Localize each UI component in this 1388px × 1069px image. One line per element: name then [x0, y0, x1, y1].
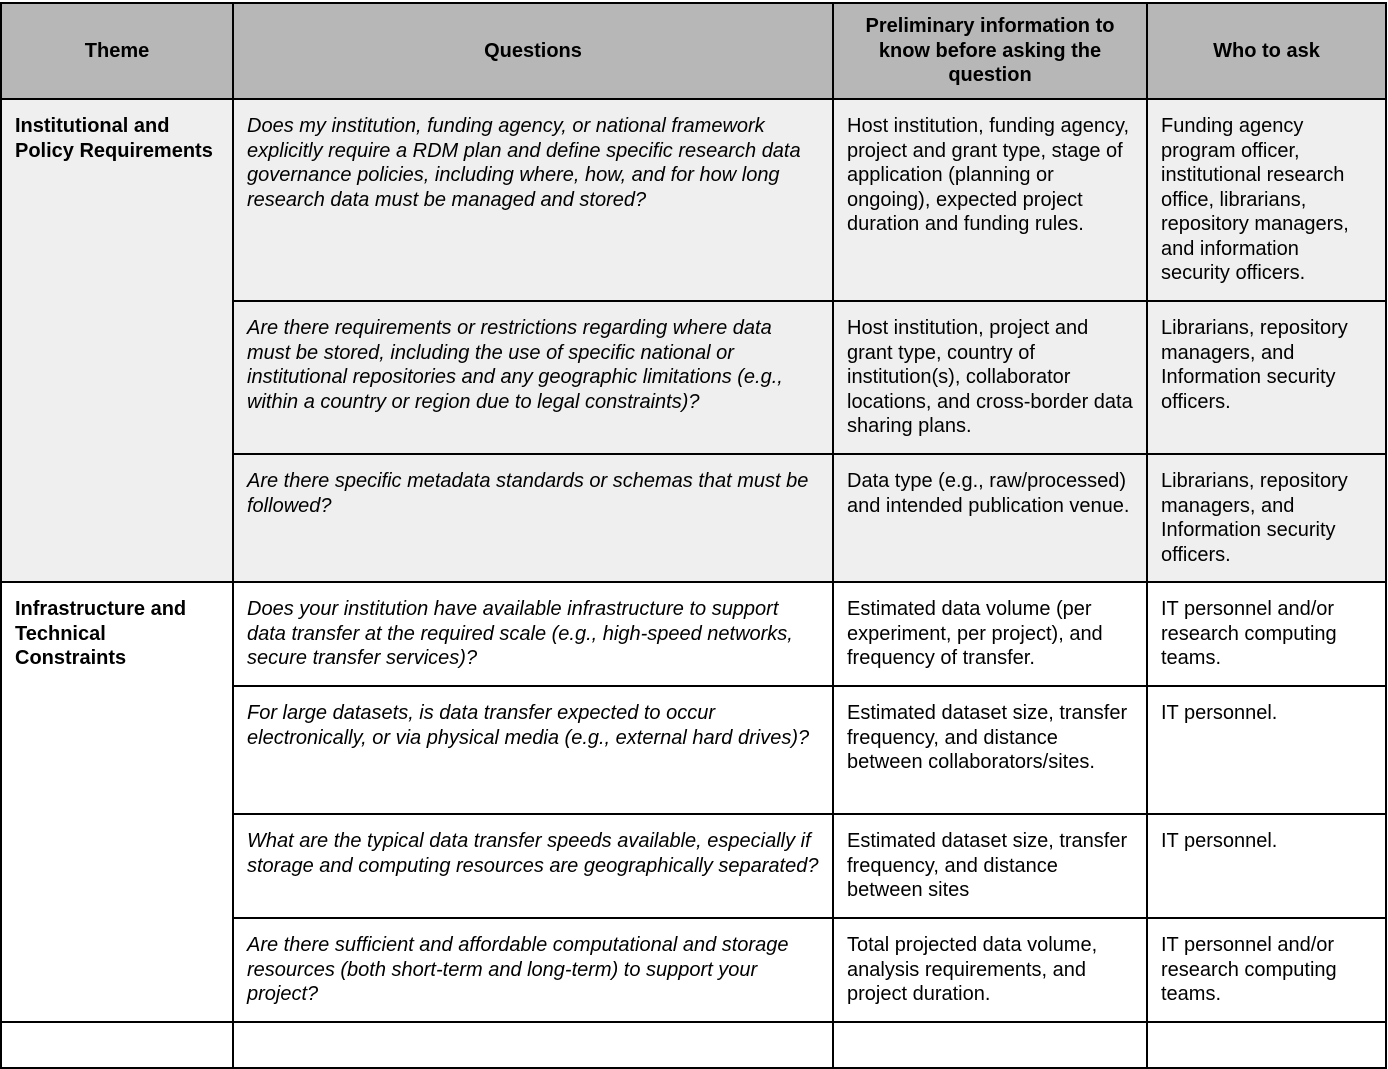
theme-cell: Infrastructure and Technical Constraints: [1, 582, 233, 1022]
header-theme: Theme: [1, 3, 233, 99]
table-row: [1, 582, 1386, 686]
theme-cell: Institutional and Policy Requirements: [1, 99, 233, 582]
table-row: [1, 99, 1386, 301]
preliminary-cell: Estimated dataset size, transfer frequency, and distance between sites: [833, 814, 1147, 918]
preliminary-cell: Estimated data volume (per experiment, per project), and frequency of transfer.: [833, 582, 1147, 686]
who-cell: IT personnel.: [1147, 686, 1386, 814]
empty-cell: [1, 1022, 233, 1068]
header-row: [1, 3, 1386, 99]
question-cell: Are there sufficient and affordable computational and storage resources (both short-term and long-term) to support your project?: [233, 918, 833, 1022]
question-cell: Are there specific metadata standards or schemas that must be followed?: [233, 454, 833, 582]
preliminary-cell: Host institution, project and grant type, country of institution(s), collaborator locations, and cross-border data sharing plans.: [833, 301, 1147, 454]
empty-cell: [1147, 1022, 1386, 1068]
who-cell: IT personnel and/or research computing teams.: [1147, 918, 1386, 1022]
rdm-questions-table: [0, 2, 1387, 1069]
preliminary-cell: Estimated dataset size, transfer frequency, and distance between collaborators/sites.: [833, 686, 1147, 814]
header-preliminary-info: Preliminary information to know before asking the question: [833, 3, 1147, 99]
question-cell: Are there requirements or restrictions regarding where data must be stored, including the use of specific national or institutional repositories and any geographic limitations (e.g., within a country or region due to legal constraints)?: [233, 301, 833, 454]
empty-cell: [833, 1022, 1147, 1068]
who-cell: IT personnel.: [1147, 814, 1386, 918]
who-cell: Funding agency program officer, institutional research office, librarians, repository managers, and information security officers.: [1147, 99, 1386, 301]
who-cell: Librarians, repository managers, and Information security officers.: [1147, 301, 1386, 454]
header-questions: Questions: [233, 3, 833, 99]
preliminary-cell: Total projected data volume, analysis requirements, and project duration.: [833, 918, 1147, 1022]
header-who-to-ask: Who to ask: [1147, 3, 1386, 99]
preliminary-cell: Host institution, funding agency, project and grant type, stage of application (planning or ongoing), expected project duration and funding rules.: [833, 99, 1147, 301]
question-cell: What are the typical data transfer speeds available, especially if storage and computing resources are geographically separated?: [233, 814, 833, 918]
question-cell: Does your institution have available infrastructure to support data transfer at the required scale (e.g., high-speed networks, secure transfer services)?: [233, 582, 833, 686]
table-row-cut-off: [1, 1022, 1386, 1068]
who-cell: IT personnel and/or research computing teams.: [1147, 582, 1386, 686]
who-cell: Librarians, repository managers, and Information security officers.: [1147, 454, 1386, 582]
preliminary-cell: Data type (e.g., raw/processed) and intended publication venue.: [833, 454, 1147, 582]
empty-cell: [233, 1022, 833, 1068]
question-cell: Does my institution, funding agency, or national framework explicitly require a RDM plan and define specific research data governance policies, including where, how, and for how long research data must be managed and stored?: [233, 99, 833, 301]
question-cell: For large datasets, is data transfer expected to occur electronically, or via physical media (e.g., external hard drives)?: [233, 686, 833, 814]
